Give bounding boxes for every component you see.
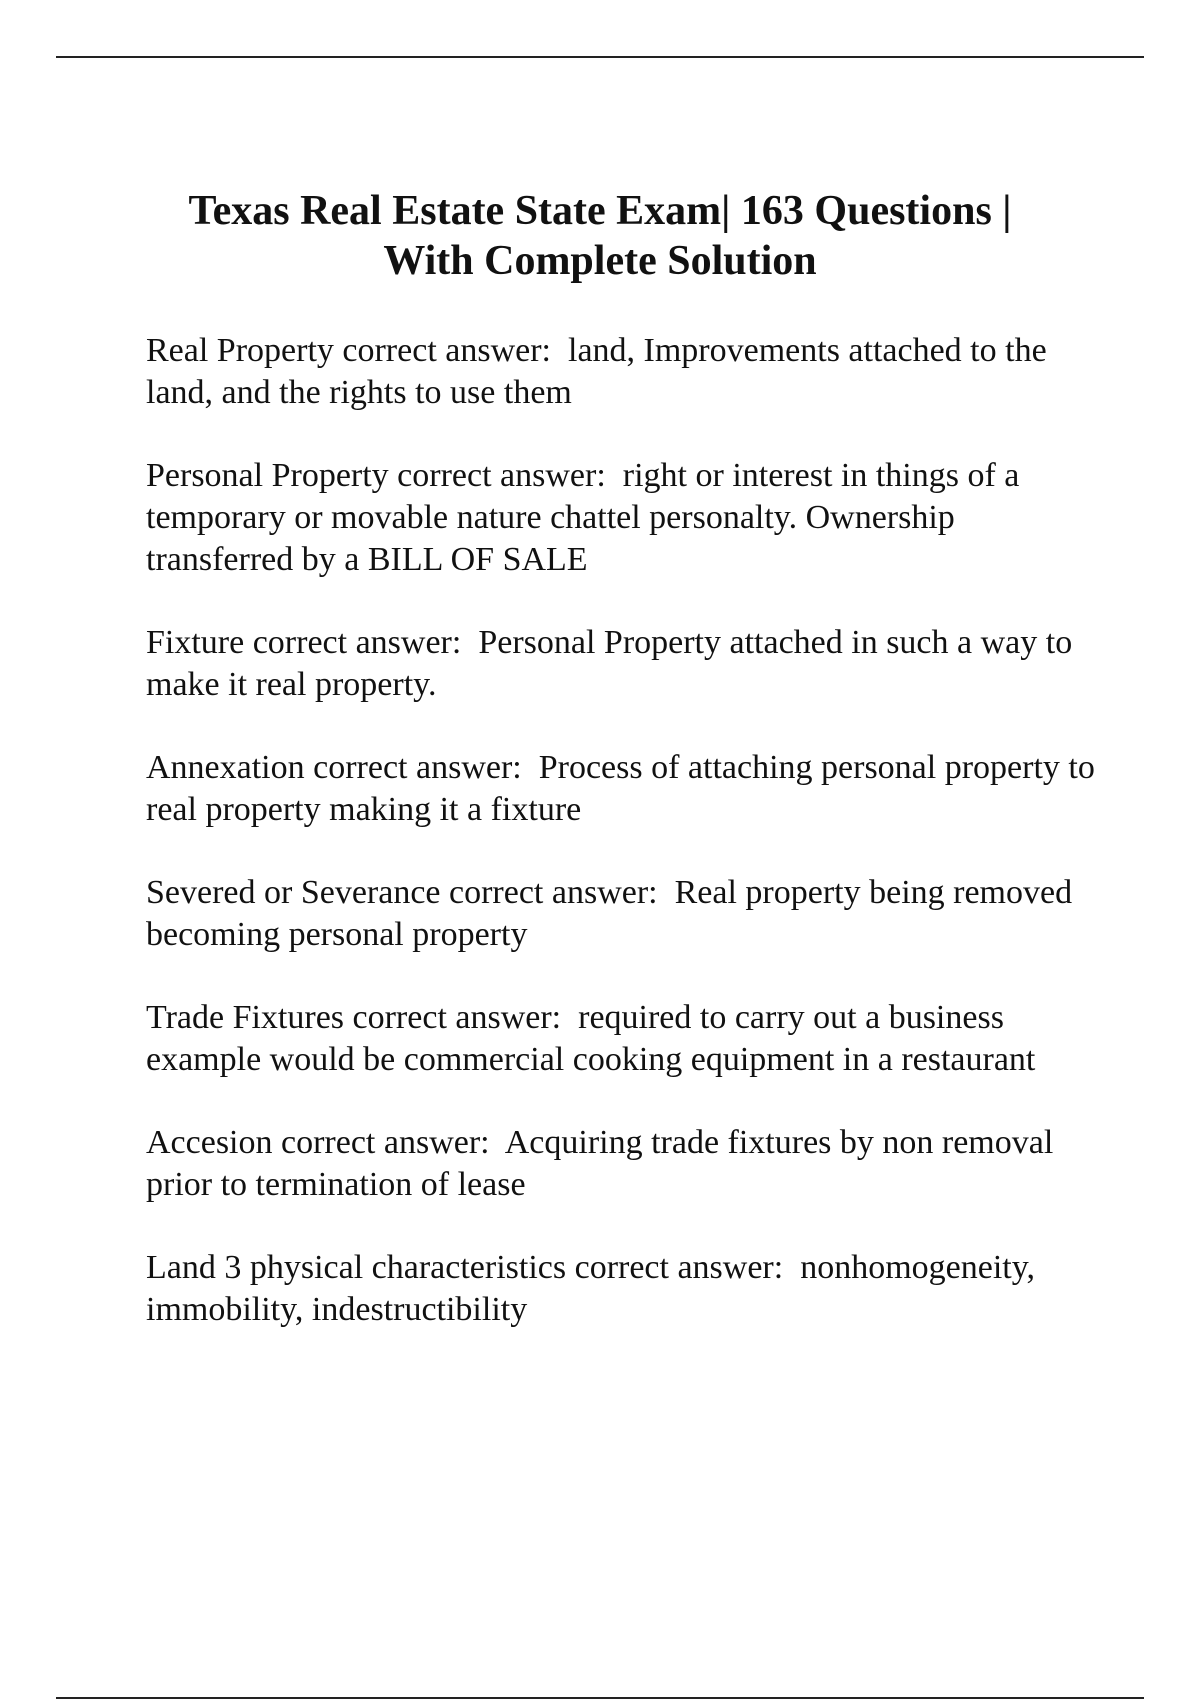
title-line-2: With Complete Solution (383, 238, 817, 284)
qa-entry-accesion: Accesion correct answer: Acquiring trade fixtures by non removal prior to termination of lease (146, 1124, 1062, 1203)
qa-entry-trade-fixtures: Trade Fixtures correct answer: required to carry out a business example would be commercial cooking equipment in a restaurant (146, 999, 1036, 1078)
qa-entry-severance: Severed or Severance correct answer: Real property being removed becoming personal property (146, 874, 1081, 953)
qa-entry-fixture: Fixture correct answer: Personal Property attached in such a way to make it real property. (146, 624, 1081, 703)
title-line-1: Texas Real Estate State Exam| 163 Questions | (188, 188, 1012, 234)
qa-entry-annexation: Annexation correct answer: Process of attaching personal property to real property making it a fixture (146, 749, 1104, 828)
qa-entry-land-characteristics: Land 3 physical characteristics correct answer: nonhomogeneity, immobility, indestructibility (146, 1249, 1044, 1328)
qa-entry-real-property: Real Property correct answer: land, Improvements attached to the land, and the rights to use them (146, 332, 1056, 411)
page-title (100, 186, 1100, 286)
top-rule (56, 56, 1144, 58)
qa-entry-personal-property: Personal Property correct answer: right or interest in things of a temporary or movable nature chattel personalty. Ownership transferred by a BILL OF SALE (146, 457, 1028, 578)
bottom-rule (56, 1697, 1144, 1699)
qa-list (146, 330, 1106, 1372)
